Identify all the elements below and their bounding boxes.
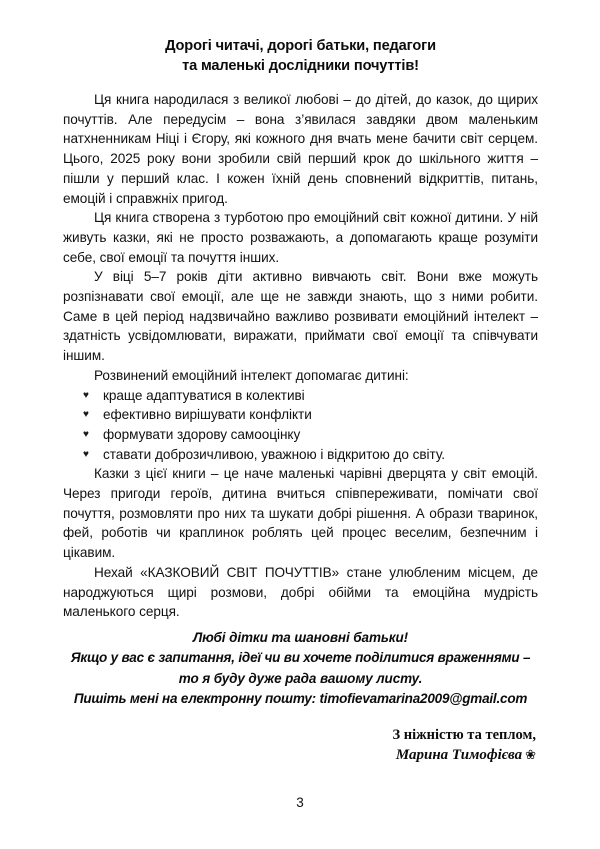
heart-bullet-icon: ♥ bbox=[83, 448, 89, 460]
appeal-line-2: Якщо у вас є запитання, ідеї чи ви хочете поділитися враженнями – bbox=[70, 650, 531, 666]
heart-bullet-icon: ♥ bbox=[83, 409, 89, 421]
appeal-line-1: Любі дітки та шановні батьки! bbox=[192, 629, 409, 645]
list-item bbox=[63, 405, 538, 425]
page-title-line-1: Дорогі читачі, дорогі батьки, педагоги bbox=[165, 38, 436, 54]
signature-closing: З ніжністю та теплом, bbox=[392, 726, 536, 743]
paragraph-3: У віці 5–7 років діти активно вивчають світ. Вони вже можуть розпізнавати свої емоції, але ще не завжди знають, що з ними робити. Саме в цей період надзвичайно важливо розвивати емоційний інтелект – здатність усвідомлювати, виражати, приймати свої емоції та співчувати іншим. bbox=[63, 269, 538, 364]
list-item-label: ефективно вирішувати конфлікти bbox=[103, 407, 312, 423]
appeal-line-4-email: Пишіть мені на електронну пошту: timofievamarina2009@gmail.com bbox=[73, 691, 528, 707]
page-number: 3 bbox=[296, 795, 304, 810]
list-item-label: краще адаптуватися в колективі bbox=[103, 387, 305, 403]
list-item-label: ставати доброзичливою, уважною і відкритою до світу. bbox=[103, 446, 445, 462]
signature-block bbox=[63, 726, 538, 766]
benefits-list bbox=[63, 386, 538, 465]
list-item bbox=[63, 425, 538, 445]
list-item bbox=[63, 386, 538, 406]
list-item bbox=[63, 445, 538, 465]
heart-bullet-icon: ♥ bbox=[83, 428, 89, 440]
page-title bbox=[63, 36, 538, 76]
heart-bullet-icon: ♥ bbox=[83, 389, 89, 401]
paragraph-4-list-intro: Розвинений емоційний інтелект допомагає дитині: bbox=[94, 367, 409, 383]
page-content bbox=[63, 36, 538, 766]
page-title-line-2: та маленькі дослідники почуттів! bbox=[182, 58, 419, 74]
list-item-label: формувати здорову самооцінку bbox=[103, 426, 301, 442]
paragraph-2: Ця книга створена з турботою про емоційний світ кожної дитини. У ній живуть казки, які не просто розважають, а допомагають краще розуміти себе, свої емоції та почуття інших. bbox=[63, 210, 538, 265]
appeal-block bbox=[63, 628, 538, 710]
paragraph-1: Ця книга народилася з великої любові – до дітей, до казок, до щирих почуттів. Але передусім – вона з’явилася завдяки двом маленьким натхненникам Ніці і Єгору, які кожного дня вчать мене бачити світ серцем. Цього, 2025 року вони зробили свій перший крок до шкільного життя – пішли у перший клас. І кожен їхній день сповнений відкриттів, питань, емоцій і справжніх пригод. bbox=[63, 92, 538, 206]
paragraph-6: Нехай «КАЗКОВИЙ СВІТ ПОЧУТТІВ» стане улюбленим місцем, де народжуються щирі розмови, добрі обійми та емоційна мудрість маленького серця. bbox=[63, 564, 538, 620]
paragraph-5: Казки з цієї книги – це наче маленькі чарівні дверцята у світ емоцій. Через пригоди героїв, дитина вчиться співпереживати, помічати свої почуття, розмовляти про них та шукати добрі рішення. А образи тваринок, фей, роботів чи краплинок роблять цей процес веселим, безпечним і цікавим. bbox=[63, 466, 538, 561]
signature-author-name: Марина Тимофієва bbox=[395, 746, 523, 763]
flower-icon: ❀ bbox=[525, 747, 536, 763]
signature-name-line bbox=[63, 745, 538, 766]
appeal-line-3: то я буду дуже рада вашому листу. bbox=[178, 670, 423, 686]
